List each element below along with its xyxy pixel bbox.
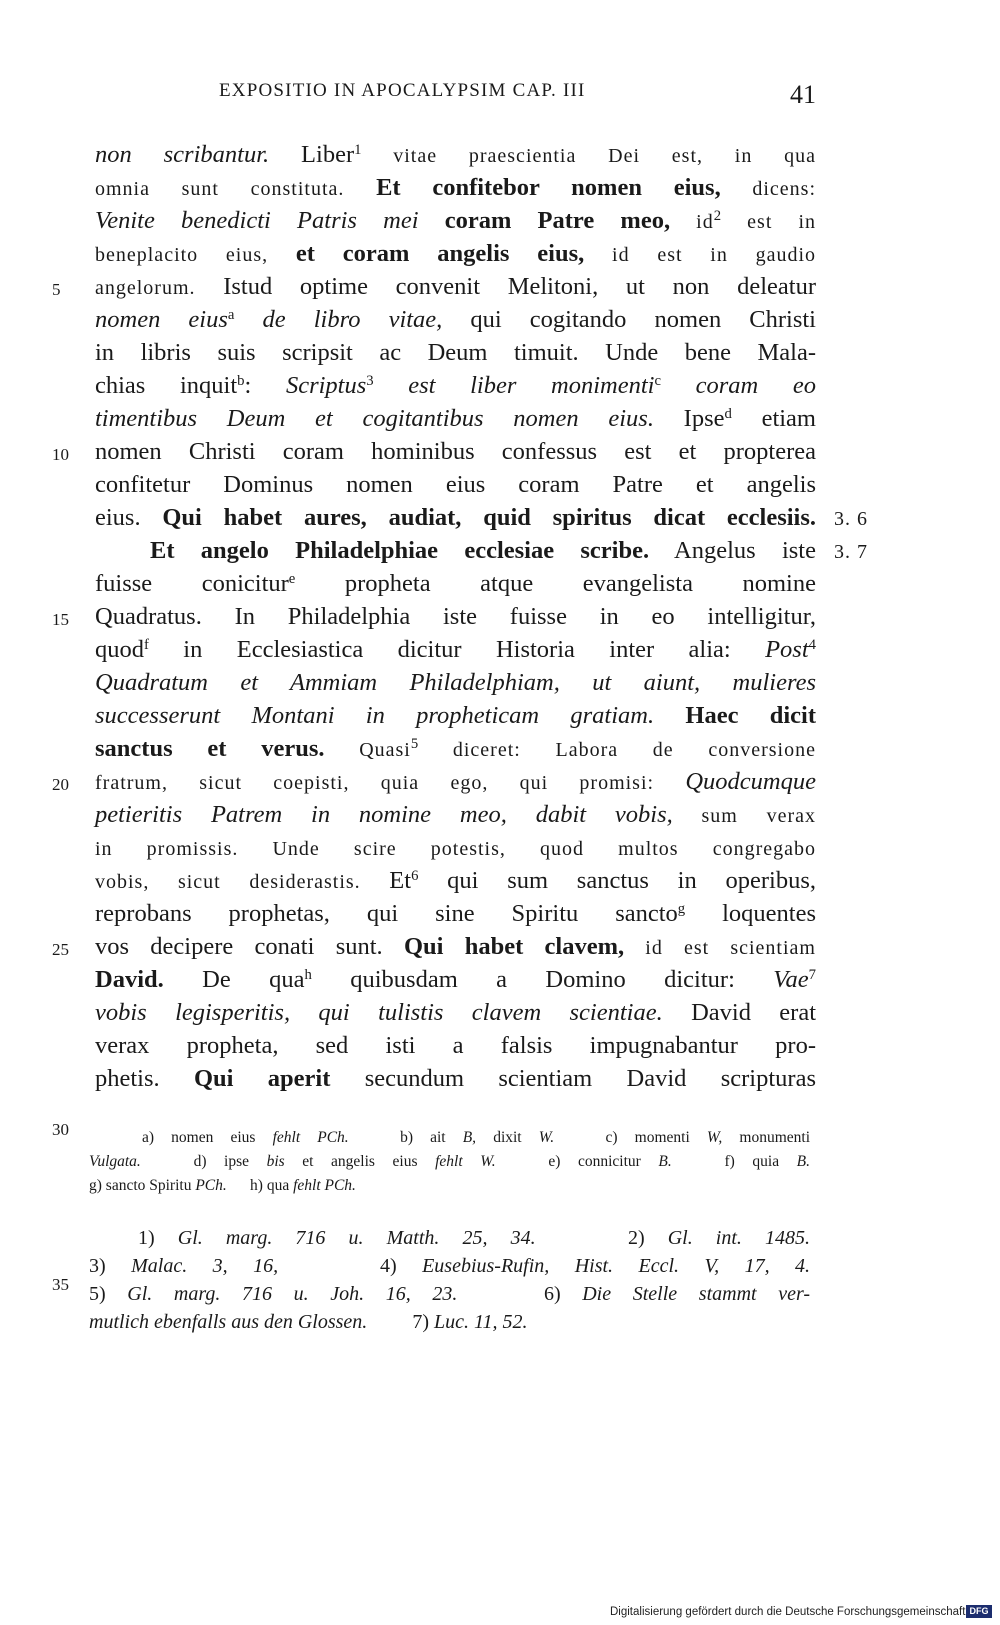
text-line: Quadratum et Ammiam Philadelphiam, ut aiunt, mulieres	[95, 669, 816, 696]
text-line: Quadratus. In Philadelphia iste fuisse in eo intelligitur,	[95, 603, 816, 630]
running-title: EXPOSITIO IN APOCALYPSIM CAP. III	[219, 80, 586, 101]
text-line: omnia sunt constituta. Et confitebor nomen eius, dicens:	[95, 174, 817, 201]
source-note-line: 5) Gl. marg. 716 u. Joh. 16, 23. 6) Die Stelle stammt ver-	[89, 1283, 810, 1305]
margin-verse-ref: 3. 6	[834, 508, 868, 530]
line-number: 30	[52, 1120, 69, 1139]
line-number: 15	[52, 610, 69, 629]
digitization-credit: Digitalisierung gefördert durch die Deutsche Forschungsgemeinschaft	[610, 1606, 966, 1618]
text-line: confitetur Dominus nomen eius coram Patre et angelis	[95, 471, 816, 498]
source-note-line: 1) Gl. marg. 716 u. Matth. 25, 34. 2) Gl. int. 1485.	[138, 1227, 811, 1249]
text-line: sanctus et verus. Quasi$^5$ diceret: Labora de conversione	[95, 735, 816, 762]
text-line: vos decipere conati sunt. Qui habet clavem, id est scientiam	[95, 933, 816, 960]
margin-verse-ref: 3. 7	[834, 541, 868, 563]
line-number: 25	[52, 940, 69, 959]
variant-note-line: a) nomen eius fehlt PCh. b) ait B, dixit W. c) momenti W, monumenti	[142, 1129, 810, 1146]
line-number: 35	[52, 1275, 69, 1294]
text-line: angelorum. Istud optime convenit Melitoni, ut non deleatur	[95, 273, 816, 300]
text-line: vobis legisperitis, qui tulistis clavem scientiae. David erat	[95, 999, 817, 1026]
text-line: vobis, sicut desiderastis. Et$^6$ qui sum sanctus in operibus,	[95, 867, 816, 894]
line-number: 10	[52, 445, 69, 464]
text-line: Et angelo Philadelphiae ecclesiae scribe. Angelus iste	[150, 537, 816, 564]
dfg-logo: DFG	[966, 1605, 992, 1618]
text-line: phetis. Qui aperit secundum scientiam David scripturas	[95, 1065, 816, 1092]
text-line: petieritis Patrem in nomine meo, dabit vobis, sum verax	[95, 801, 816, 828]
text-line: Venite benedicti Patris mei coram Patre meo, $id^2$ est in	[95, 207, 817, 234]
text-line: verax propheta, sed isti a falsis impugnabantur pro-	[95, 1032, 816, 1059]
text-line: nomen eius$^a$ de libro vitae, qui cogitando nomen Christi	[95, 306, 816, 333]
source-note-line: 3) Malac. 3, 16, 4) Eusebius-Rufin, Hist. Eccl. V, 17, 4.	[89, 1255, 811, 1277]
text-line: fratrum, sicut coepisti, quia ego, qui promisi: Quodcumque	[95, 768, 816, 795]
line-number: 20	[52, 775, 69, 794]
text-line: in promissis. Unde scire potestis, quod multos congregabo	[95, 838, 816, 860]
text-line: nomen Christi coram hominibus confessus est et propterea	[95, 438, 816, 465]
text-line: eius. Qui habet aures, audiat, quid spiritus dicat ecclesiis.	[95, 504, 817, 531]
line-number: 5	[52, 280, 61, 299]
text-line: chias inquit$^b$: Scriptus$^3$ est liber monimenti$^c$ coram eo	[95, 372, 816, 399]
variant-note-line: Vulgata. d) ipse bis et angelis eius fehlt W. e) connicitur B. f) quia B.	[89, 1153, 811, 1170]
source-note-line: mutlich ebenfalls aus den Glossen. 7) Luc. 11, 52.	[89, 1311, 528, 1333]
text-line: successerunt Montani in propheticam gratiam. Haec dicit	[95, 702, 817, 729]
text-line: in libris suis scripsit ac Deum timuit. Unde bene Mala-	[95, 339, 816, 366]
text-line: timentibus Deum et cogitantibus nomen eius. Ipse$^d$ etiam	[95, 405, 816, 432]
text-line: reprobans prophetas, qui sine Spiritu sancto$^g$ loquentes	[95, 900, 816, 927]
variant-note-line: g) sancto Spiritu PCh. h) qua fehlt PCh.	[89, 1177, 356, 1194]
text-line: David. De qua$^h$ quibusdam a Domino dicitur: Vae$^7$	[95, 966, 816, 993]
text-line: non scribantur. Liber$^1$ vitae praescientia Dei est, in qua	[95, 141, 816, 168]
text-line: quod$^f$ in Ecclesiastica dicitur Historia inter alia: Post$^4$	[95, 636, 816, 663]
text-line: fuisse conicitur$^e$ propheta atque evangelista nomine	[95, 570, 816, 597]
page-number: 41	[790, 80, 816, 109]
text-line: beneplacito eius, et coram angelis eius, id est in gaudio	[95, 240, 816, 267]
